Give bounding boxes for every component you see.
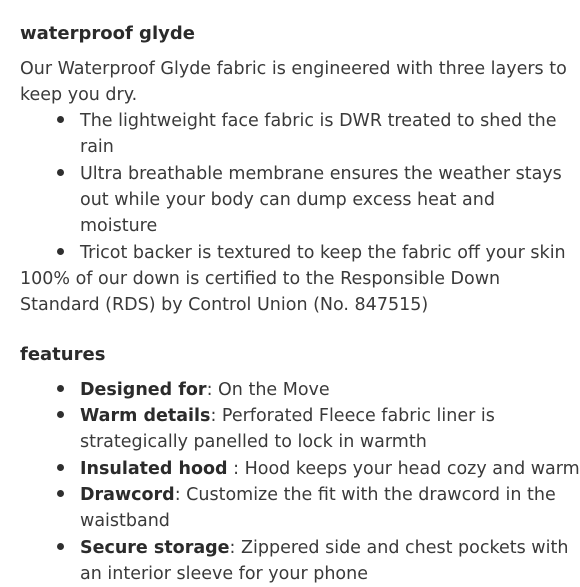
bullet-icon: [57, 385, 64, 392]
feature-label: Drawcord: [80, 485, 175, 505]
feature-text: On the Move: [218, 380, 330, 400]
feature-text-continued: waistband: [80, 511, 170, 531]
bullet-icon: [57, 248, 64, 255]
bullet-text: Tricot backer is textured to keep the fabric off your skin: [80, 243, 566, 263]
outro-text-line-2: Standard (RDS) by Control Union (No. 847515): [20, 295, 429, 315]
bullet-icon: [57, 116, 64, 123]
feature-text: Hood keeps your head cozy and warm: [244, 459, 580, 479]
feature-separator: :: [227, 459, 245, 479]
intro-text-line-2: keep you dry.: [20, 85, 138, 105]
feature-label: Insulated hood: [80, 459, 228, 479]
feature-label: Warm details: [80, 406, 211, 426]
bullet-icon: [57, 464, 64, 471]
bullet-text: The lightweight face fabric is DWR treated to shed the: [80, 111, 557, 131]
bullet-text: rain: [80, 137, 114, 157]
section-title-features: features: [20, 344, 106, 365]
feature-label: Designed for: [80, 380, 207, 400]
bullet-icon: [57, 543, 64, 550]
feature-item-designed-for: [80, 377, 330, 403]
bullet-text: moisture: [80, 216, 158, 236]
bullet-text: Ultra breathable membrane ensures the weather stays: [80, 164, 562, 184]
feature-text: Customize the fit with the drawcord in the: [186, 485, 556, 505]
section-title-waterproof-glyde: waterproof glyde: [20, 23, 195, 44]
feature-text: Zippered side and chest pockets with: [241, 538, 569, 558]
feature-text-continued: strategically panelled to lock in warmth: [80, 432, 427, 452]
feature-separator: :: [206, 380, 219, 400]
feature-separator: :: [174, 485, 187, 505]
bullet-icon: [57, 490, 64, 497]
bullet-icon: [57, 411, 64, 418]
feature-label: Secure storage: [80, 538, 230, 558]
bullet-icon: [57, 169, 64, 176]
feature-text-continued: an interior sleeve for your phone: [80, 564, 368, 584]
intro-text-line-1: Our Waterproof Glyde fabric is engineered with three layers to: [20, 59, 567, 79]
feature-item-secure-storage: [80, 535, 568, 561]
bullet-text: out while your body can dump excess heat and: [80, 190, 495, 210]
feature-item-drawcord: [80, 482, 556, 508]
feature-separator: :: [229, 538, 242, 558]
outro-text-line-1: 100% of our down is certified to the Responsible Down: [20, 269, 501, 289]
feature-text: Perforated Fleece fabric liner is: [221, 406, 495, 426]
feature-item-warm-details: [80, 403, 495, 429]
feature-item-insulated-hood: [80, 456, 580, 482]
feature-separator: :: [210, 406, 222, 426]
